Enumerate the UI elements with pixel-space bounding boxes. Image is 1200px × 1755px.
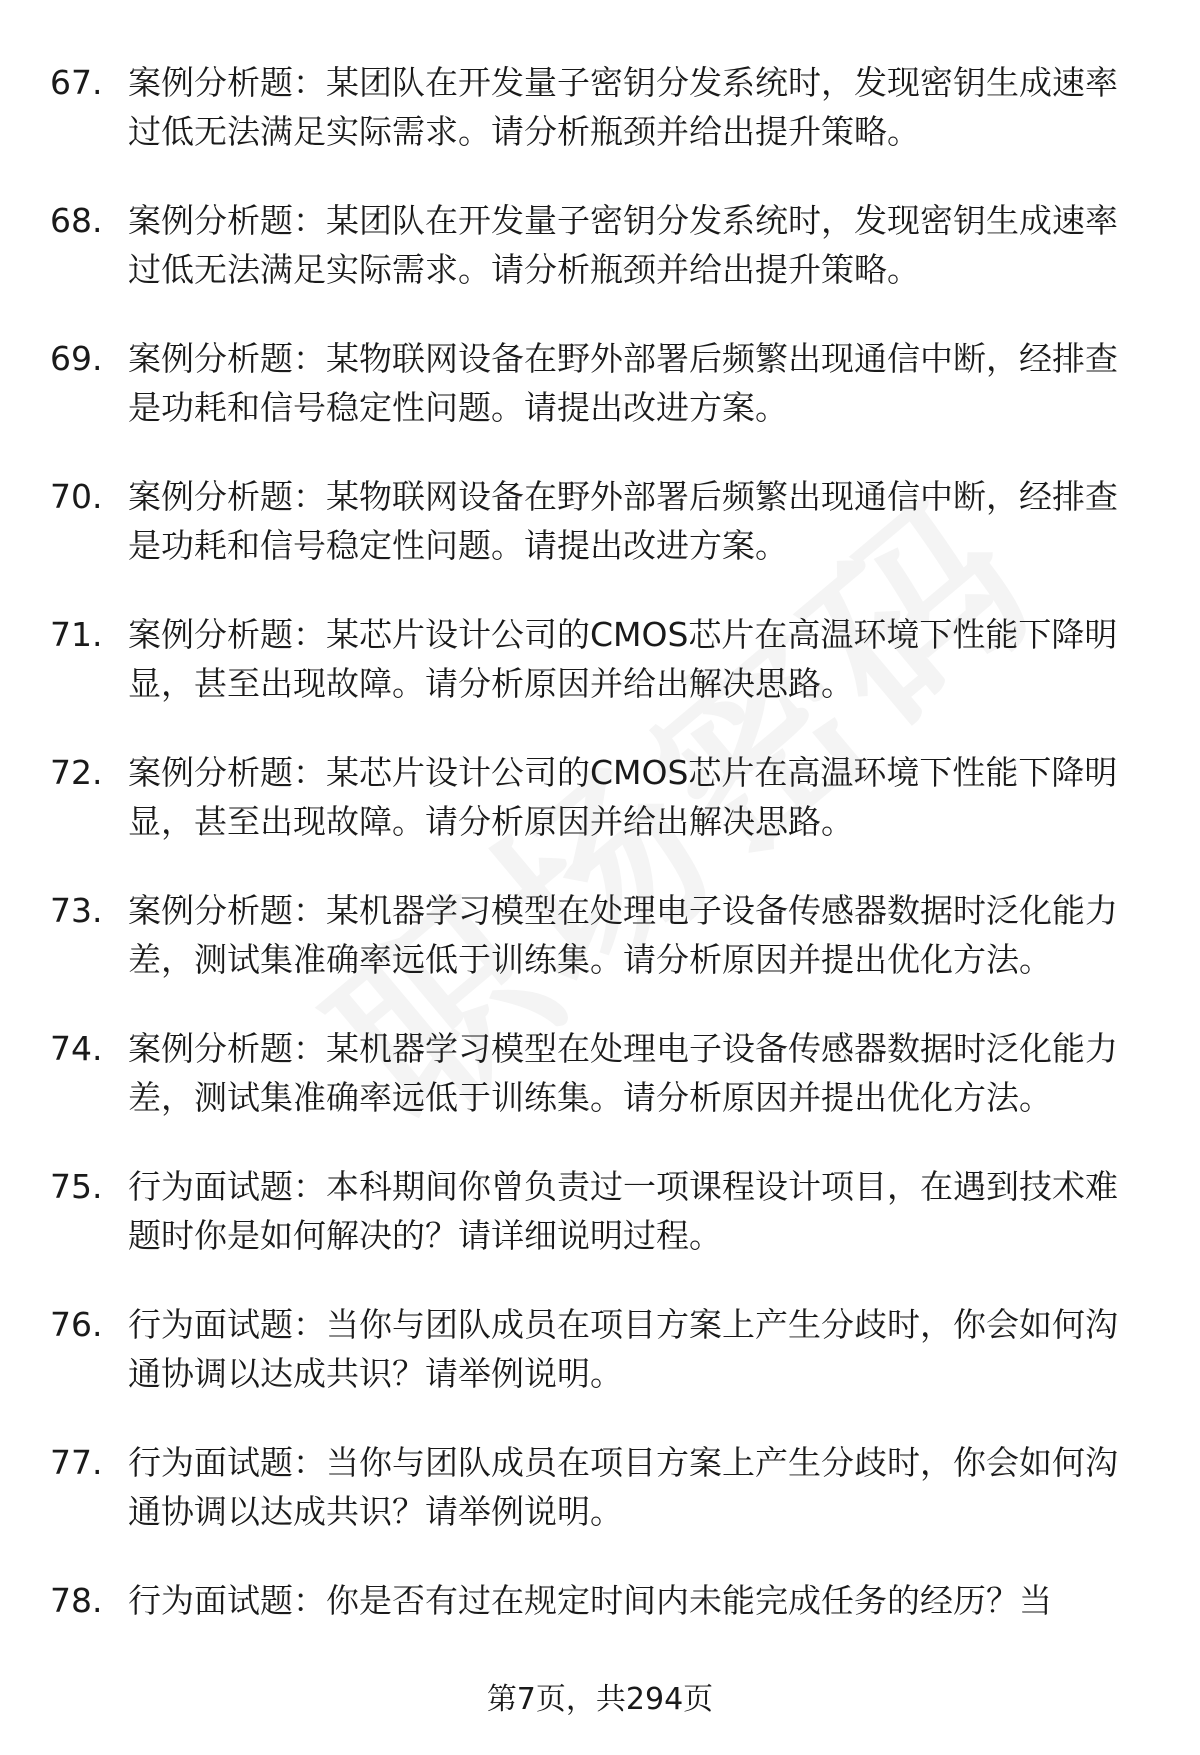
question-number: 71. xyxy=(50,615,103,654)
question-text: 案例分析题：某团队在开发量子密钥分发系统时，发现密钥生成速率过低无法满足实际需求。请分析瓶颈并给出提升策略。 xyxy=(128,201,1118,289)
question-item xyxy=(50,334,1150,432)
question-text: 案例分析题：某芯片设计公司的CMOS芯片在高温环境下性能下降明显，甚至出现故障。请分析原因并给出解决思路。 xyxy=(128,753,1118,841)
question-list xyxy=(50,58,1150,1665)
question-number: 77. xyxy=(50,1443,103,1482)
page-footer: 第7页，共294页 xyxy=(486,1682,714,1717)
question-number: 76. xyxy=(50,1305,103,1344)
question-item xyxy=(50,1300,1150,1398)
question-item xyxy=(50,1024,1150,1122)
question-number: 74. xyxy=(50,1029,103,1068)
question-item xyxy=(50,1162,1150,1260)
question-item xyxy=(50,196,1150,294)
question-text: 案例分析题：某芯片设计公司的CMOS芯片在高温环境下性能下降明显，甚至出现故障。请分析原因并给出解决思路。 xyxy=(128,615,1118,703)
question-number: 73. xyxy=(50,891,103,930)
question-number: 67. xyxy=(50,63,103,102)
question-text: 案例分析题：某团队在开发量子密钥分发系统时，发现密钥生成速率过低无法满足实际需求。请分析瓶颈并给出提升策略。 xyxy=(128,63,1118,151)
question-number: 69. xyxy=(50,339,103,378)
question-item xyxy=(50,610,1150,708)
question-text: 案例分析题：某机器学习模型在处理电子设备传感器数据时泛化能力差，测试集准确率远低于训练集。请分析原因并提出优化方法。 xyxy=(128,1029,1118,1117)
question-number: 75. xyxy=(50,1167,103,1206)
question-number: 72. xyxy=(50,753,103,792)
question-text: 案例分析题：某物联网设备在野外部署后频繁出现通信中断，经排查是功耗和信号稳定性问题。请提出改进方案。 xyxy=(128,339,1118,427)
question-item xyxy=(50,748,1150,846)
question-number: 70. xyxy=(50,477,103,516)
question-text: 行为面试题：当你与团队成员在项目方案上产生分歧时，你会如何沟通协调以达成共识？请举例说明。 xyxy=(128,1443,1118,1531)
question-item xyxy=(50,472,1150,570)
question-text: 行为面试题：本科期间你曾负责过一项课程设计项目，在遇到技术难题时你是如何解决的？请详细说明过程。 xyxy=(128,1167,1118,1255)
question-number: 78. xyxy=(50,1581,103,1620)
question-text: 行为面试题：当你与团队成员在项目方案上产生分歧时，你会如何沟通协调以达成共识？请举例说明。 xyxy=(128,1305,1118,1393)
question-item xyxy=(50,1438,1150,1536)
question-text: 行为面试题：你是否有过在规定时间内未能完成任务的经历？当 xyxy=(128,1581,1052,1620)
question-item xyxy=(50,886,1150,984)
question-item xyxy=(50,58,1150,156)
question-text: 案例分析题：某机器学习模型在处理电子设备传感器数据时泛化能力差，测试集准确率远低于训练集。请分析原因并提出优化方法。 xyxy=(128,891,1118,979)
question-item xyxy=(50,1576,1150,1625)
question-number: 68. xyxy=(50,201,103,240)
question-text: 案例分析题：某物联网设备在野外部署后频繁出现通信中断，经排查是功耗和信号稳定性问题。请提出改进方案。 xyxy=(128,477,1118,565)
